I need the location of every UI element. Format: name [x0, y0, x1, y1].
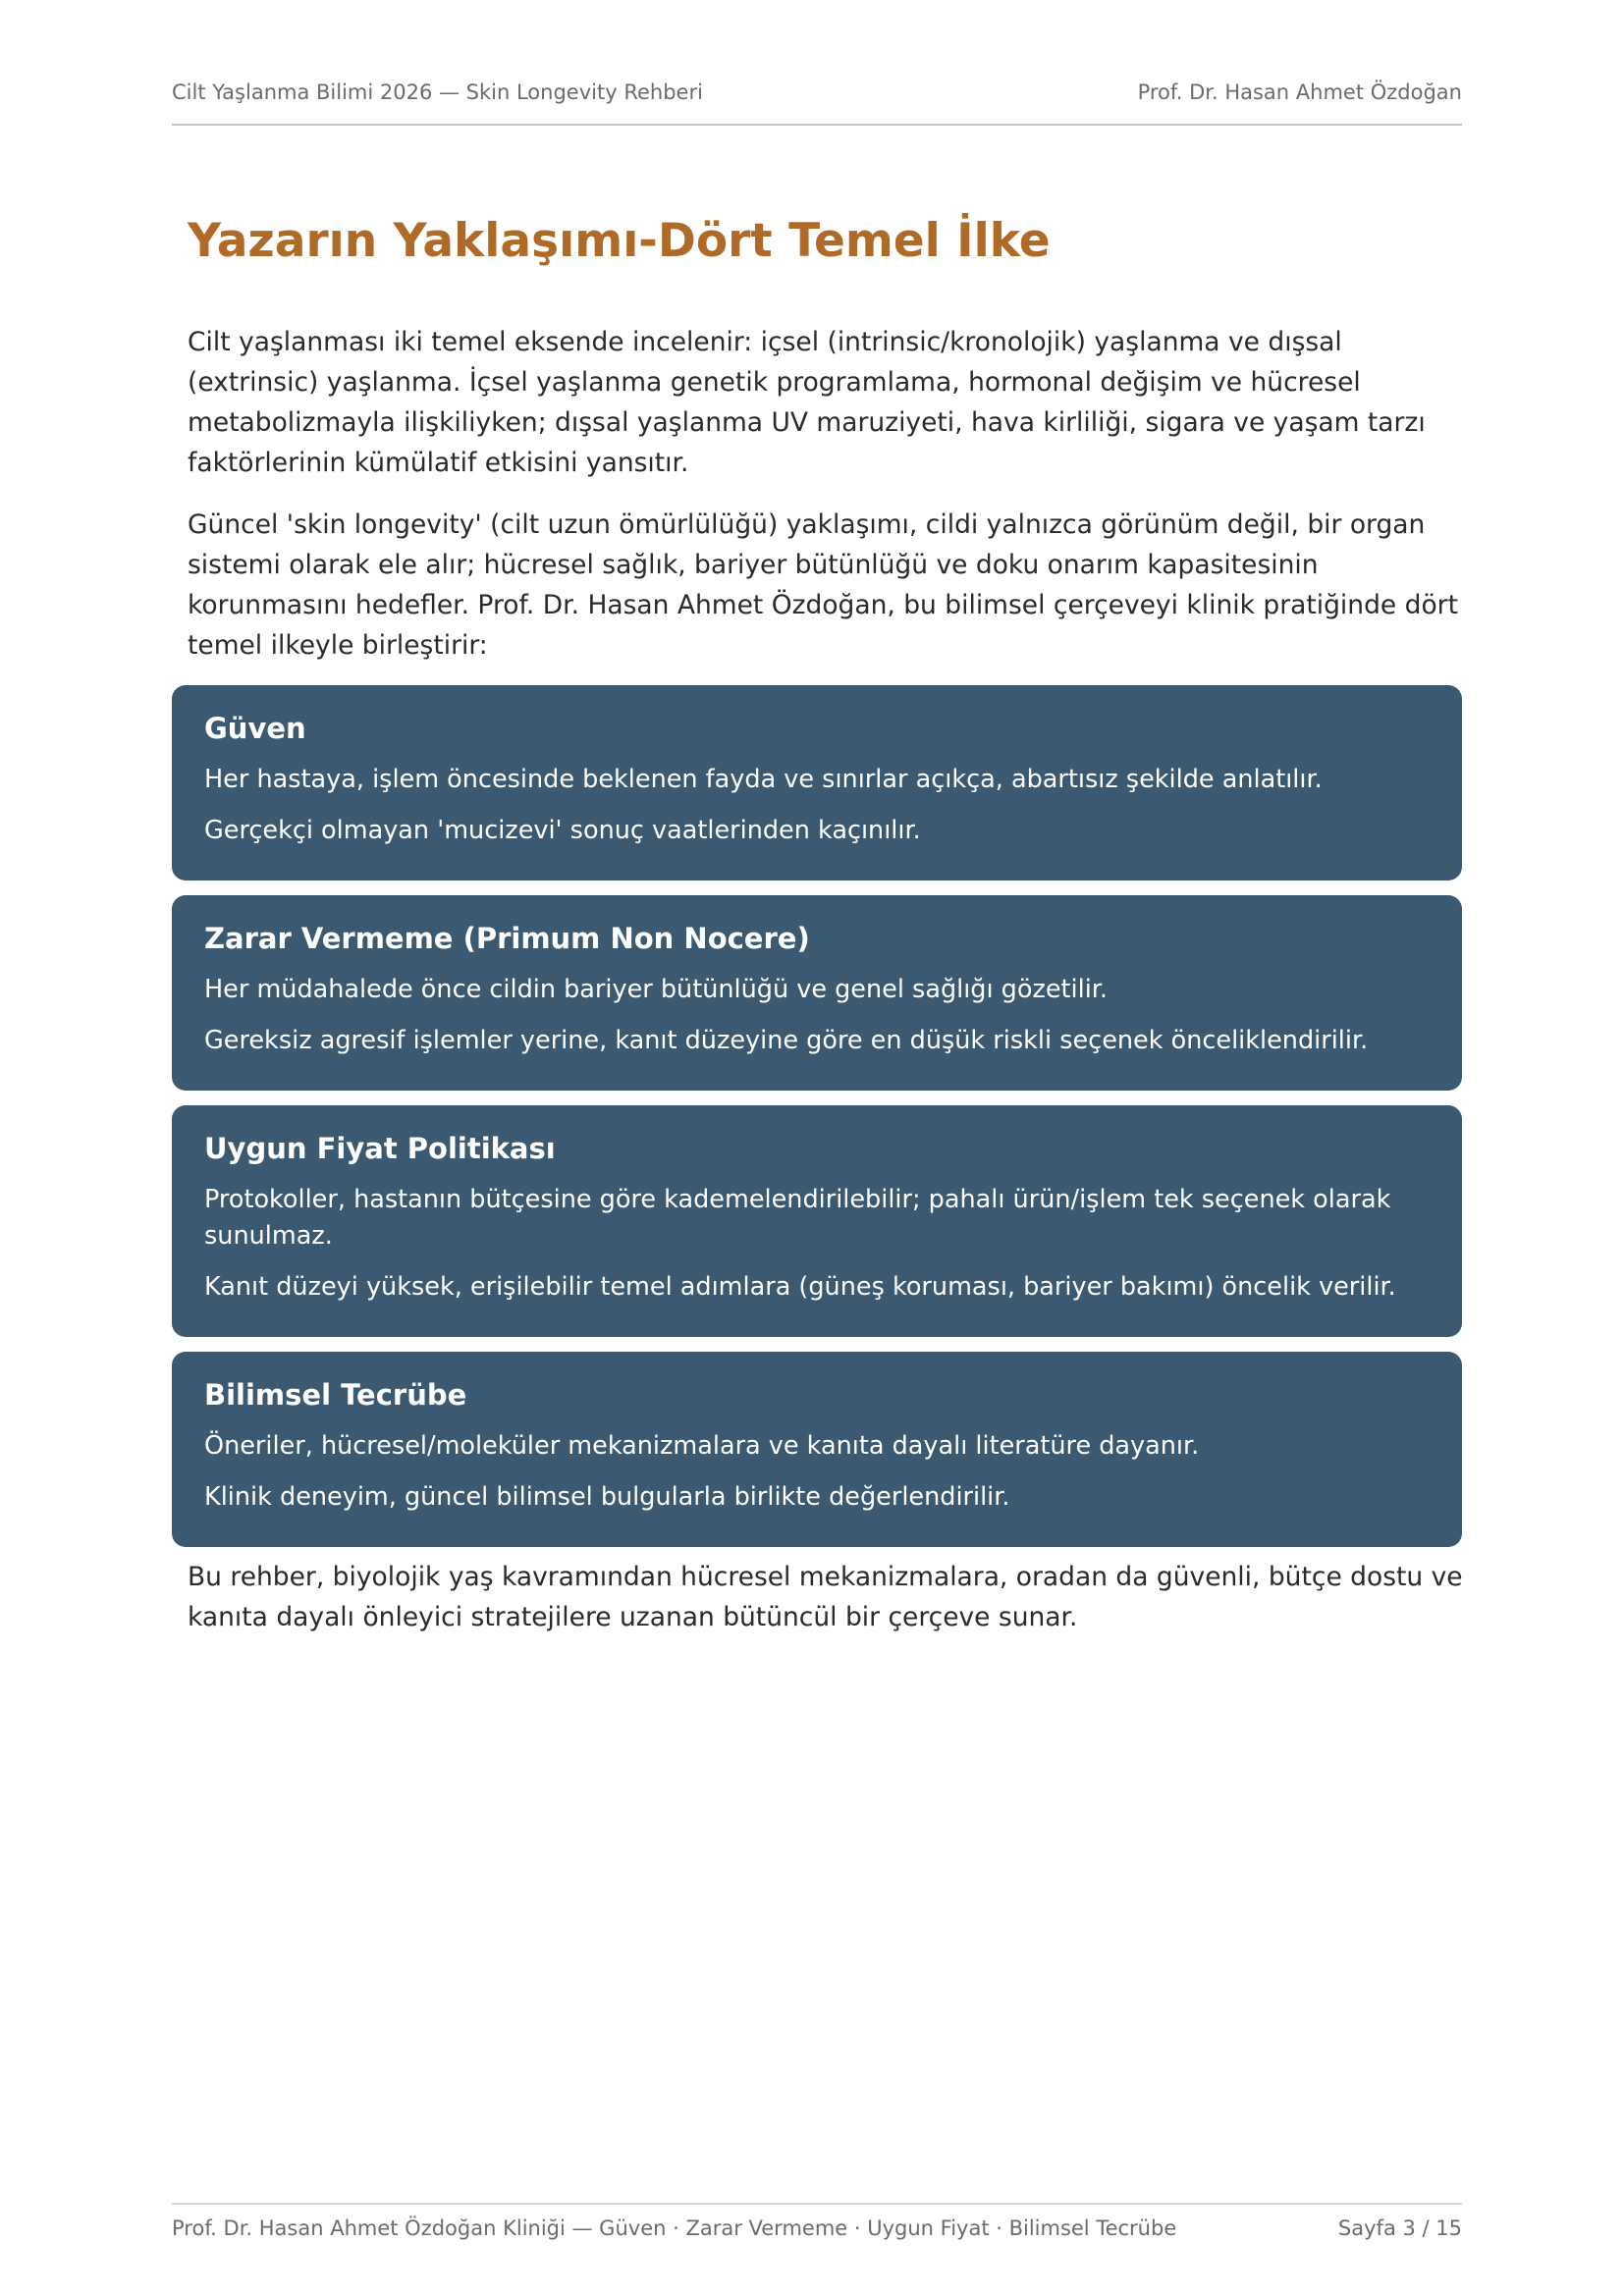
principle-card-bilimsel-tecrube — [172, 1352, 1462, 1547]
header-author: Prof. Dr. Hasan Ahmet Özdoğan — [1137, 80, 1462, 104]
principle-line: Klinik deneyim, güncel bilimsel bulgularla birlikte değerlendirilir. — [204, 1482, 1010, 1512]
principle-line: Kanıt düzeyi yüksek, erişilebilir temel adımlara (güneş koruması, bariyer bakımı) öncelik verilir. — [204, 1272, 1396, 1302]
footer-clinic-tagline: Prof. Dr. Hasan Ahmet Özdoğan Kliniği — Güven · Zarar Vermeme · Uygun Fiyat · Bilimsel Tecrübe — [172, 2216, 1177, 2240]
principle-line: Her hastaya, işlem öncesinde beklenen fayda ve sınırlar açıkça, abartısız şekilde anlatılır. — [204, 765, 1323, 794]
page-title: Yazarın Yaklaşımı-Dört Temel İlke — [188, 214, 1051, 268]
principle-card-zarar-vermeme — [172, 895, 1462, 1091]
principle-card-guven — [172, 685, 1462, 881]
intro-section — [188, 322, 1464, 687]
principle-line: Gereksiz agresif işlemler yerine, kanıt düzeyine göre en düşük riskli seçenek önceliklendirilir. — [204, 1026, 1369, 1055]
principle-line: Protokoller, hastanın bütçesine göre kademelendirilebilir; pahalı ürün/işlem tek seçenek olarak sunulmaz. — [204, 1185, 1391, 1251]
principle-line: Gerçekçi olmayan 'mucizevi' sonuç vaatlerinden kaçınılır. — [204, 816, 921, 845]
principle-title: Bilimsel Tecrübe — [204, 1378, 467, 1412]
principle-title: Güven — [204, 712, 306, 745]
principle-title: Zarar Vermeme (Primum Non Nocere) — [204, 922, 810, 955]
principle-title: Uygun Fiyat Politikası — [204, 1132, 556, 1165]
principle-card-uygun-fiyat — [172, 1105, 1462, 1337]
page-number: Sayfa 3 / 15 — [1337, 2216, 1462, 2240]
outro-paragraph: Bu rehber, biyolojik yaş kavramından hücresel mekanizmalara, oradan da güvenli, bütçe dostu ve kanıta dayalı önleyici stratejilere uzanan bütüncül bir çerçeve sunar. — [188, 1562, 1463, 1632]
page-header — [172, 79, 1462, 126]
principle-line: Öneriler, hücresel/moleküler mekanizmalara ve kanıta dayalı literatüre dayanır. — [204, 1431, 1200, 1461]
intro-paragraph-1: Cilt yaşlanması iki temel eksende incelenir: içsel (intrinsic/kronolojik) yaşlanma ve dışsal (extrinsic) yaşlanma. İçsel yaşlanma genetik programlama, hormonal değişim ve hücresel metabolizmayla ilişkiliyken; dışsal yaşlanma UV maruziyeti, hava kirliliği, sigara ve yaşam tarzı faktörlerinin kümülatif etkisini yansıtır. — [188, 327, 1426, 478]
header-document-title: Cilt Yaşlanma Bilimi 2026 — Skin Longevity Rehberi — [172, 80, 703, 104]
page-footer — [172, 2203, 1462, 2244]
principle-line: Her müdahalede önce cildin bariyer bütünlüğü ve genel sağlığı gözetilir. — [204, 975, 1109, 1004]
intro-paragraph-2: Güncel 'skin longevity' (cilt uzun ömürlülüğü) yaklaşımı, cildi yalnızca görünüm değil, bir organ sistemi olarak ele alır; hücresel sağlık, bariyer bütünlüğü ve doku onarım kapasitesinin korunmasını hedefler. Prof. Dr. Hasan Ahmet Özdoğan, bu bilimsel çerçeveyi klinik pratiğinde dört temel ilkeyle birleştirir: — [188, 509, 1458, 661]
